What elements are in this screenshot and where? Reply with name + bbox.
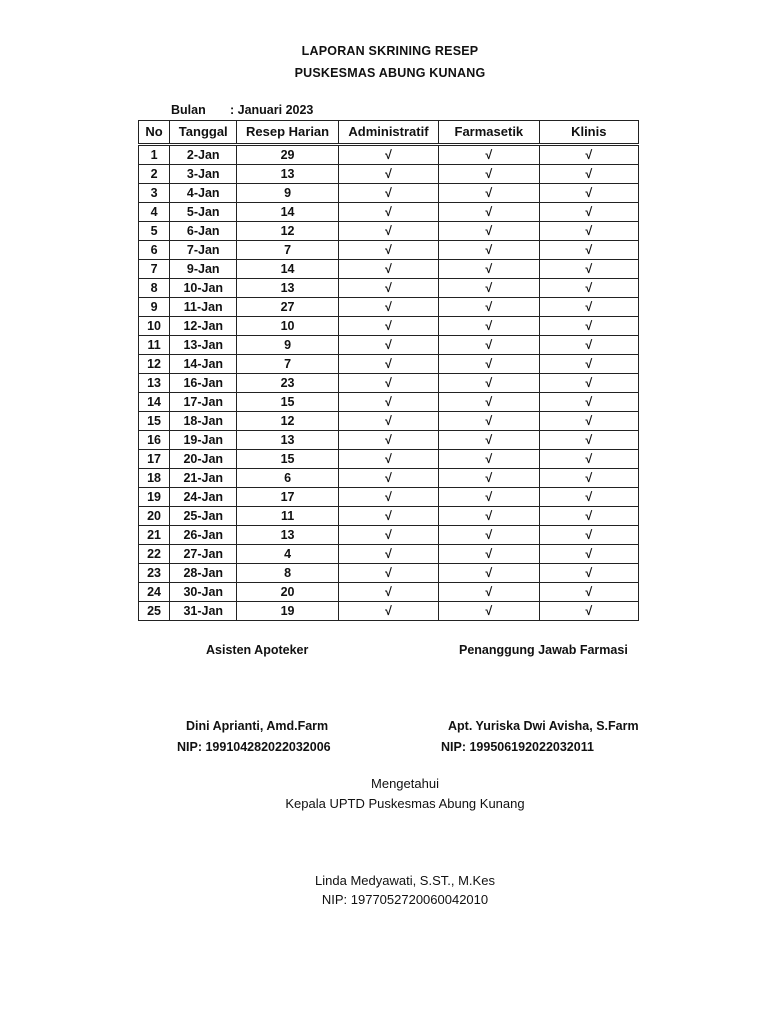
row-klinis-check: √: [539, 298, 638, 317]
column-header-tanggal: Tanggal: [170, 121, 237, 145]
row-resep-harian: 8: [237, 564, 338, 583]
head-nip: NIP: 197705272006004201​0: [321, 892, 489, 907]
row-klinis-check: √: [539, 602, 638, 621]
row-administratif-check: √: [338, 431, 438, 450]
row-klinis-check: √: [539, 583, 638, 602]
row-resep-harian: 15: [237, 450, 338, 469]
row-farmasetik-check: √: [439, 450, 539, 469]
acknowledgement-role: Kepala UPTD Puskesmas Abung Kunang: [285, 796, 525, 811]
table-row: [139, 374, 639, 393]
row-tanggal: 12-Jan: [170, 317, 237, 336]
row-tanggal: 4-Jan: [170, 184, 237, 203]
column-header-administratif: Administratif: [338, 121, 438, 145]
row-farmasetik-check: √: [439, 260, 539, 279]
row-tanggal: 17-Jan: [170, 393, 237, 412]
row-klinis-check: √: [539, 317, 638, 336]
column-header-farmasetik: Farmasetik: [439, 121, 539, 145]
row-tanggal: 10-Jan: [170, 279, 237, 298]
row-number: 12: [139, 355, 170, 374]
row-klinis-check: √: [539, 412, 638, 431]
right-signer-nip: NIP: 199506192022032011: [441, 740, 594, 754]
table-row: [139, 602, 639, 621]
row-administratif-check: √: [338, 241, 438, 260]
row-number: 6: [139, 241, 170, 260]
row-farmasetik-check: √: [439, 431, 539, 450]
row-tanggal: 6-Jan: [170, 222, 237, 241]
row-administratif-check: √: [338, 184, 438, 203]
row-resep-harian: 11: [237, 507, 338, 526]
row-farmasetik-check: √: [439, 241, 539, 260]
row-administratif-check: √: [338, 222, 438, 241]
column-header-resep-harian: Resep Harian: [237, 121, 338, 145]
row-klinis-check: √: [539, 165, 638, 184]
left-signer-name: Dini Aprianti, Amd.Farm: [186, 719, 329, 733]
row-klinis-check: √: [539, 545, 638, 564]
table-row: [139, 431, 639, 450]
row-farmasetik-check: √: [439, 374, 539, 393]
row-number: 18: [139, 469, 170, 488]
row-number: 25: [139, 602, 170, 621]
row-number: 13: [139, 374, 170, 393]
table-row: [139, 393, 639, 412]
row-number: 8: [139, 279, 170, 298]
row-administratif-check: √: [338, 165, 438, 184]
row-farmasetik-check: √: [439, 165, 539, 184]
row-administratif-check: √: [338, 450, 438, 469]
row-tanggal: 24-Jan: [170, 488, 237, 507]
row-resep-harian: 23: [237, 374, 338, 393]
table-row: [139, 241, 639, 260]
row-tanggal: 3-Jan: [170, 165, 237, 184]
row-resep-harian: 9: [237, 184, 338, 203]
table-row: [139, 564, 639, 583]
row-resep-harian: 29: [237, 145, 338, 165]
row-tanggal: 25-Jan: [170, 507, 237, 526]
row-resep-harian: 9: [237, 336, 338, 355]
row-resep-harian: 15: [237, 393, 338, 412]
row-farmasetik-check: √: [439, 203, 539, 222]
row-number: 19: [139, 488, 170, 507]
row-administratif-check: √: [338, 317, 438, 336]
row-farmasetik-check: √: [439, 526, 539, 545]
head-name: Linda Medyawati, S.ST., M.Kes: [315, 873, 495, 888]
row-administratif-check: √: [338, 355, 438, 374]
row-number: 7: [139, 260, 170, 279]
table-row: [139, 412, 639, 431]
row-number: 15: [139, 412, 170, 431]
row-klinis-check: √: [539, 374, 638, 393]
column-header-klinis: Klinis: [539, 121, 638, 145]
row-number: 3: [139, 184, 170, 203]
row-tanggal: 14-Jan: [170, 355, 237, 374]
table-row: [139, 298, 639, 317]
row-number: 14: [139, 393, 170, 412]
row-farmasetik-check: √: [439, 393, 539, 412]
row-administratif-check: √: [338, 507, 438, 526]
right-signer-role: Penanggung Jawab Farmasi: [459, 643, 628, 657]
row-number: 1: [139, 145, 170, 165]
row-klinis-check: √: [539, 450, 638, 469]
table-row: [139, 203, 639, 222]
table-row: [139, 145, 639, 165]
row-administratif-check: √: [338, 393, 438, 412]
row-farmasetik-check: √: [439, 317, 539, 336]
row-tanggal: 7-Jan: [170, 241, 237, 260]
row-tanggal: 11-Jan: [170, 298, 237, 317]
row-resep-harian: 13: [237, 526, 338, 545]
table-row: [139, 184, 639, 203]
row-number: 24: [139, 583, 170, 602]
row-farmasetik-check: √: [439, 336, 539, 355]
row-number: 2: [139, 165, 170, 184]
screening-table: [138, 120, 639, 621]
period-line: [171, 103, 313, 117]
table-row: [139, 583, 639, 602]
row-klinis-check: √: [539, 203, 638, 222]
table-row: [139, 260, 639, 279]
table-row: [139, 488, 639, 507]
table-row: [139, 336, 639, 355]
row-klinis-check: √: [539, 431, 638, 450]
row-tanggal: 26-Jan: [170, 526, 237, 545]
row-klinis-check: √: [539, 145, 638, 165]
table-row: [139, 545, 639, 564]
row-administratif-check: √: [338, 602, 438, 621]
row-klinis-check: √: [539, 526, 638, 545]
row-farmasetik-check: √: [439, 583, 539, 602]
row-resep-harian: 12: [237, 412, 338, 431]
row-resep-harian: 10: [237, 317, 338, 336]
row-administratif-check: √: [338, 526, 438, 545]
row-resep-harian: 13: [237, 165, 338, 184]
row-klinis-check: √: [539, 336, 638, 355]
table-row: [139, 526, 639, 545]
row-tanggal: 21-Jan: [170, 469, 237, 488]
table-row: [139, 165, 639, 184]
table-row: [139, 469, 639, 488]
table-row: [139, 450, 639, 469]
row-farmasetik-check: √: [439, 564, 539, 583]
row-tanggal: 27-Jan: [170, 545, 237, 564]
row-farmasetik-check: √: [439, 184, 539, 203]
row-klinis-check: √: [539, 507, 638, 526]
row-resep-harian: 17: [237, 488, 338, 507]
row-number: 10: [139, 317, 170, 336]
row-tanggal: 31-Jan: [170, 602, 237, 621]
row-resep-harian: 13: [237, 279, 338, 298]
row-tanggal: 20-Jan: [170, 450, 237, 469]
row-farmasetik-check: √: [439, 469, 539, 488]
row-farmasetik-check: √: [439, 298, 539, 317]
row-number: 17: [139, 450, 170, 469]
left-signer-nip: NIP: 199104282022032006: [177, 740, 331, 754]
row-administratif-check: √: [338, 564, 438, 583]
row-number: 20: [139, 507, 170, 526]
row-administratif-check: √: [338, 279, 438, 298]
row-tanggal: 18-Jan: [170, 412, 237, 431]
table-row: [139, 507, 639, 526]
row-farmasetik-check: √: [439, 222, 539, 241]
row-resep-harian: 7: [237, 241, 338, 260]
row-tanggal: 19-Jan: [170, 431, 237, 450]
row-klinis-check: √: [539, 279, 638, 298]
row-tanggal: 13-Jan: [170, 336, 237, 355]
row-klinis-check: √: [539, 260, 638, 279]
row-administratif-check: √: [338, 374, 438, 393]
row-tanggal: 5-Jan: [170, 203, 237, 222]
row-farmasetik-check: √: [439, 145, 539, 165]
row-farmasetik-check: √: [439, 488, 539, 507]
row-administratif-check: √: [338, 545, 438, 564]
row-administratif-check: √: [338, 298, 438, 317]
column-header-no: No: [139, 121, 170, 145]
row-resep-harian: 14: [237, 260, 338, 279]
row-farmasetik-check: √: [439, 545, 539, 564]
row-tanggal: 2-Jan: [170, 145, 237, 165]
row-tanggal: 30-Jan: [170, 583, 237, 602]
table-header-row: [139, 121, 639, 145]
row-tanggal: 28-Jan: [170, 564, 237, 583]
report-title: LAPORAN SKRINING RESEP: [301, 44, 479, 58]
row-farmasetik-check: √: [439, 412, 539, 431]
report-subtitle: PUSKESMAS ABUNG KUNANG: [294, 66, 486, 80]
row-administratif-check: √: [338, 203, 438, 222]
right-signer-name: Apt. Yuriska Dwi Avisha, S.Farm: [448, 719, 639, 733]
row-klinis-check: √: [539, 488, 638, 507]
acknowledgement-label: Mengetahui: [371, 776, 439, 791]
row-klinis-check: √: [539, 222, 638, 241]
row-resep-harian: 20: [237, 583, 338, 602]
row-number: 23: [139, 564, 170, 583]
row-resep-harian: 4: [237, 545, 338, 564]
table-row: [139, 317, 639, 336]
row-resep-harian: 6: [237, 469, 338, 488]
row-number: 11: [139, 336, 170, 355]
row-number: 22: [139, 545, 170, 564]
row-resep-harian: 12: [237, 222, 338, 241]
period-label: Bulan: [171, 103, 206, 117]
left-signer-role: Asisten Apoteker: [206, 643, 309, 657]
period-value: : Januari 2023: [230, 103, 314, 117]
row-farmasetik-check: √: [439, 355, 539, 374]
table-row: [139, 222, 639, 241]
row-klinis-check: √: [539, 355, 638, 374]
row-klinis-check: √: [539, 564, 638, 583]
row-number: 21: [139, 526, 170, 545]
row-klinis-check: √: [539, 469, 638, 488]
row-number: 5: [139, 222, 170, 241]
row-resep-harian: 27: [237, 298, 338, 317]
row-administratif-check: √: [338, 488, 438, 507]
row-resep-harian: 13: [237, 431, 338, 450]
row-klinis-check: √: [539, 393, 638, 412]
row-number: 9: [139, 298, 170, 317]
row-klinis-check: √: [539, 184, 638, 203]
row-number: 16: [139, 431, 170, 450]
row-administratif-check: √: [338, 145, 438, 165]
row-farmasetik-check: √: [439, 279, 539, 298]
row-resep-harian: 14: [237, 203, 338, 222]
row-number: 4: [139, 203, 170, 222]
row-administratif-check: √: [338, 469, 438, 488]
table-row: [139, 279, 639, 298]
row-administratif-check: √: [338, 412, 438, 431]
row-administratif-check: √: [338, 336, 438, 355]
table-row: [139, 355, 639, 374]
row-farmasetik-check: √: [439, 507, 539, 526]
row-resep-harian: 19: [237, 602, 338, 621]
row-administratif-check: √: [338, 583, 438, 602]
row-administratif-check: √: [338, 260, 438, 279]
row-resep-harian: 7: [237, 355, 338, 374]
row-farmasetik-check: √: [439, 602, 539, 621]
row-klinis-check: √: [539, 241, 638, 260]
row-tanggal: 9-Jan: [170, 260, 237, 279]
row-tanggal: 16-Jan: [170, 374, 237, 393]
